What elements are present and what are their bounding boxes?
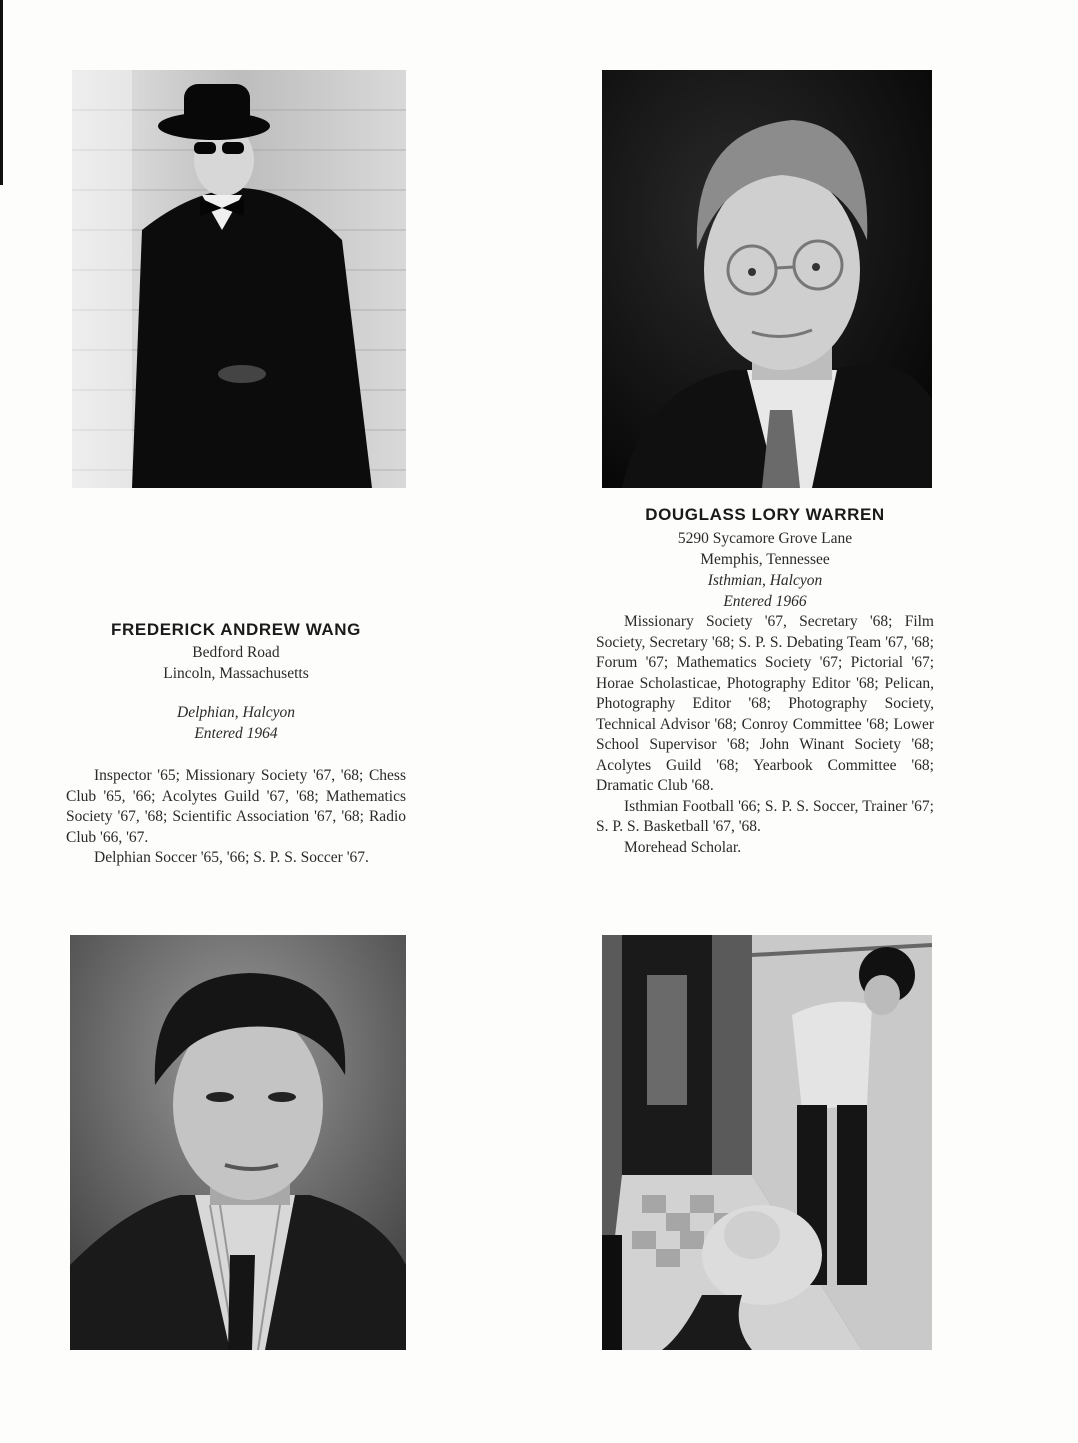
photo-portrait-warren bbox=[602, 70, 932, 488]
address-line-2: Memphis, Tennessee bbox=[700, 551, 830, 568]
activities-paragraph: Delphian Soccer '65, '66; S. P. S. Soccer '67. bbox=[94, 849, 369, 866]
student-name: FREDERICK ANDREW WANG bbox=[111, 620, 361, 639]
address-line-1: Bedford Road bbox=[192, 644, 280, 661]
student-entry-wang bbox=[66, 620, 406, 869]
page-edge-mark bbox=[0, 0, 3, 185]
entered-year: Entered 1964 bbox=[194, 725, 278, 742]
photo-portrait-wang bbox=[70, 935, 406, 1350]
activities-paragraph: Morehead Scholar. bbox=[624, 838, 742, 856]
photo-man-in-hat bbox=[72, 70, 406, 488]
activities-paragraph: Missionary Society '67, Secretary '68; Film Society, Secretary '68; S. P. S. Debating Team '67, '68; Forum '67; Mathematics Society '67; Pictorial '67; Horae Scholasticae, Photography Editor '68; Pelican, Photography Editor '68; Photography Society, Technical Advisor '68; Conroy Committee '68; Lower School Supervisor '68; John Winant Society '68; Acolytes Guild '68; Yearbook Committee '68; Dramatic Club '68. bbox=[596, 613, 934, 794]
address-line-1: 5290 Sycamore Grove Lane bbox=[677, 530, 853, 547]
entered-year: Entered 1966 bbox=[723, 593, 807, 610]
photo-hallway-scene bbox=[602, 935, 932, 1350]
activities-paragraph: Isthmian Football '66; S. P. S. Soccer, Trainer '67; S. P. S. Basketball '67, '68. bbox=[596, 797, 934, 835]
address-line-2: Lincoln, Massachusetts bbox=[163, 665, 309, 682]
activities-paragraph: Inspector '65; Missionary Society '67, '68; Chess Club '65, '66; Acolytes Guild '67, '68; Mathematics Society '67, '68; Scientific Association '67, '68; Radio Club '66, '67. bbox=[66, 767, 406, 846]
house-affiliation: Isthmian, Halcyon bbox=[707, 572, 823, 589]
house-affiliation: Delphian, Halcyon bbox=[177, 704, 295, 721]
student-name: DOUGLASS LORY WARREN bbox=[645, 505, 885, 524]
student-entry-warren bbox=[596, 505, 934, 858]
